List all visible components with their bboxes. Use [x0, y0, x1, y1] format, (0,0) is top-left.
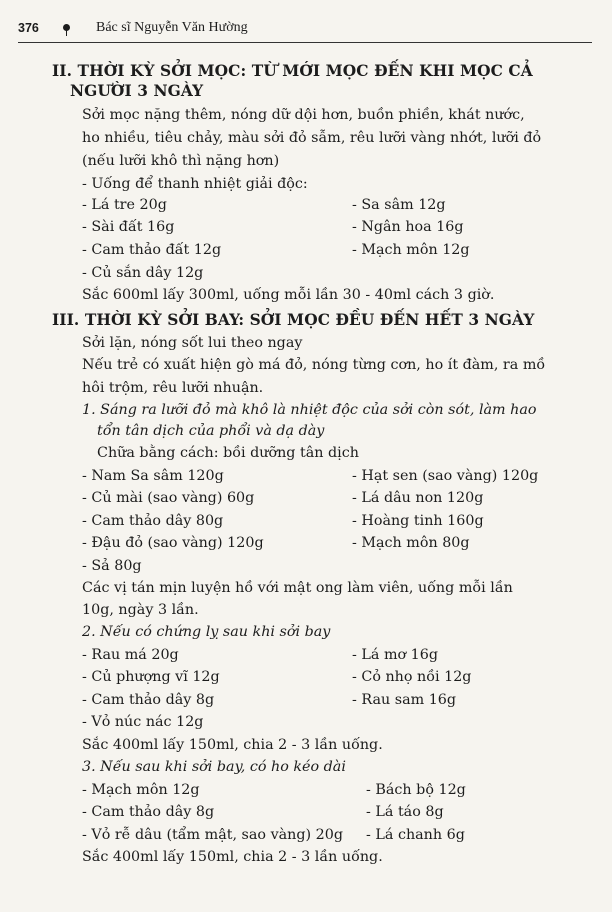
- page-number: 376: [18, 21, 39, 35]
- ingredient-item: - Rau sam 16g: [352, 692, 457, 708]
- ingredient-item: - Nam Sa sâm 120g: [82, 468, 224, 484]
- header-rule: [18, 42, 592, 43]
- case3-title: 3. Nếu sau khi sởi bay, có ho kéo dài: [82, 759, 346, 775]
- dosage-line: Sắc 400ml lấy 150ml, chia 2 - 3 lần uống.: [82, 849, 383, 865]
- ingredient-item: - Cam thảo đất 12g: [82, 242, 222, 258]
- ingredient-item: - Hoàng tinh 160g: [352, 513, 484, 529]
- ingredient-item: - Củ sắn dây 12g: [82, 265, 204, 281]
- ingredient-item: - Vỏ rễ dâu (tẩm mật, sao vàng) 20g: [82, 827, 343, 843]
- case2-title: 2. Nếu có chứng lỵ sau khi sởi bay: [82, 624, 331, 640]
- case1-title: 1. Sáng ra lưỡi đỏ mà khô là nhiệt độc của sởi còn sót, làm hao: [82, 402, 537, 418]
- section2-heading: II. THỜI KỲ SỞI MỌC: TỪ MỚI MỌC ĐẾN KHI MỌC CẢ: [52, 62, 533, 80]
- dosage-line: Sắc 600ml lấy 300ml, uống mỗi lần 30 - 40ml cách 3 giờ.: [82, 287, 495, 303]
- ingredient-item: - Lá tre 20g: [82, 197, 167, 213]
- ingredient-item: - Bách bộ 12g: [366, 782, 466, 798]
- ingredient-item: - Cam thảo dây 80g: [82, 513, 224, 529]
- paragraph: Sởi mọc nặng thêm, nóng dữ dội hơn, buồn phiền, khát nước,: [82, 107, 525, 123]
- ingredient-item: - Đậu đỏ (sao vàng) 120g: [82, 535, 264, 551]
- bullet-ornament-icon: [63, 24, 70, 31]
- ingredient-item: - Lá mơ 16g: [352, 647, 438, 663]
- ingredient-item: - Mạch môn 12g: [352, 242, 470, 258]
- dosage-line: Sắc 400ml lấy 150ml, chia 2 - 3 lần uống.: [82, 737, 383, 753]
- treatment-line: - Uống để thanh nhiệt giải độc:: [82, 176, 308, 192]
- ingredient-item: - Mạch môn 80g: [352, 535, 470, 551]
- section3-heading: III. THỜI KỲ SỞI BAY: SỞI MỌC ĐỀU ĐẾN HẾT 3 NGÀY: [52, 311, 535, 329]
- ingredient-item: - Vỏ núc nác 12g: [82, 714, 204, 730]
- ingredient-item: - Lá chanh 6g: [366, 827, 465, 843]
- case1-title-cont: tổn tân dịch của phổi và dạ dày: [97, 423, 325, 439]
- ingredient-item: - Sả 80g: [82, 558, 142, 574]
- ingredient-item: - Lá dâu non 120g: [352, 490, 484, 506]
- ingredient-item: - Củ phượng vĩ 12g: [82, 669, 220, 685]
- ingredient-item: - Củ mài (sao vàng) 60g: [82, 490, 255, 506]
- ingredient-item: - Mạch môn 12g: [82, 782, 200, 798]
- ingredient-item: - Hạt sen (sao vàng) 120g: [352, 468, 539, 484]
- ingredient-item: - Ngân hoa 16g: [352, 219, 464, 235]
- ingredient-item: - Rau má 20g: [82, 647, 179, 663]
- paragraph: Sởi lặn, nóng sốt lui theo ngay: [82, 335, 303, 351]
- paragraph: hôi trộm, rêu lưỡi nhuận.: [82, 380, 264, 396]
- paragraph: ho nhiều, tiêu chảy, màu sởi đỏ sẫm, rêu lưỡi vàng nhớt, lưỡi đỏ: [82, 130, 542, 146]
- ingredient-item: - Sa sâm 12g: [352, 197, 446, 213]
- paragraph: (nếu lưỡi khô thì nặng hơn): [82, 153, 280, 169]
- page-header: [18, 20, 592, 46]
- ingredient-item: - Cam thảo dây 8g: [82, 804, 215, 820]
- paragraph: Nếu trẻ có xuất hiện gò má đỏ, nóng từng cơn, ho ít đàm, ra mồ: [82, 357, 546, 373]
- dosage-line: Các vị tán mịn luyện hồ với mật ong làm viên, uống mỗi lần: [82, 580, 513, 596]
- section2-heading-cont: NGƯỜI 3 NGÀY: [70, 82, 204, 100]
- running-header-author: Bác sĩ Nguyễn Văn Hường: [96, 20, 248, 35]
- treatment-method: Chữa bằng cách: bồi dưỡng tân dịch: [97, 445, 359, 461]
- ingredient-item: - Sài đất 16g: [82, 219, 175, 235]
- ingredient-item: - Lá táo 8g: [366, 804, 444, 820]
- ingredient-item: - Cỏ nhọ nồi 12g: [352, 669, 472, 685]
- dosage-line: 10g, ngày 3 lần.: [82, 602, 199, 618]
- ingredient-item: - Cam thảo dây 8g: [82, 692, 215, 708]
